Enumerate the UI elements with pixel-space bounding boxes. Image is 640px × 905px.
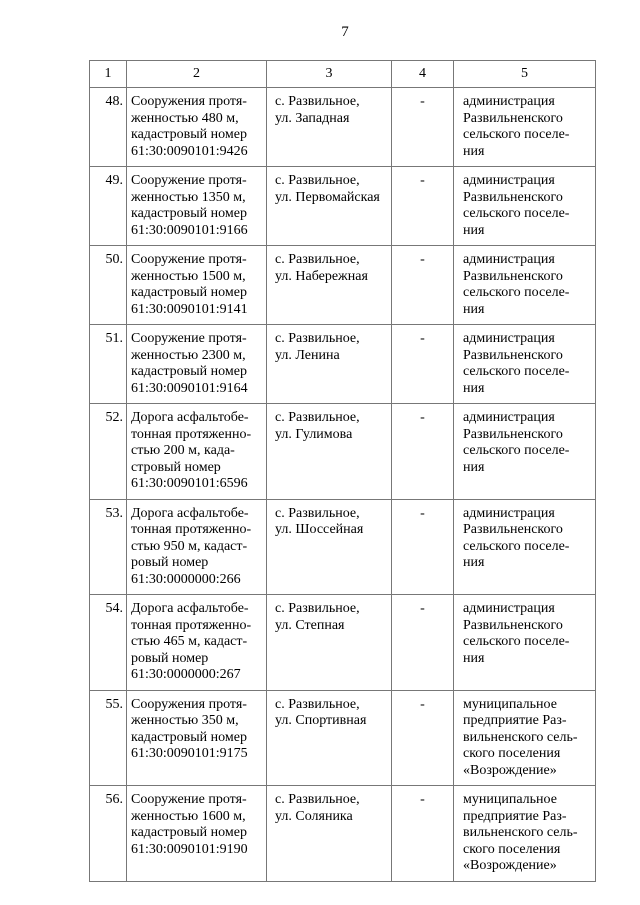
object-name-line: Дорога асфальтобе- <box>131 601 249 616</box>
holder-line: администрация <box>463 331 555 346</box>
object-name-line: женностью 2300 м, <box>131 347 246 363</box>
address-line: с. Развильное, <box>275 410 360 425</box>
table-row <box>90 88 596 167</box>
row-number: 49. <box>90 167 127 246</box>
object-name-line: женностью 350 м, <box>131 713 239 728</box>
holder-line: Развильненского <box>463 110 563 126</box>
holder-cell <box>454 88 596 167</box>
object-name-line: женностью 1600 м, <box>131 808 246 824</box>
holder-cell <box>454 690 596 786</box>
address-line: ул. Первомайская <box>275 189 380 205</box>
column-4-value: - <box>392 325 454 404</box>
holder-line: Развильненского <box>463 347 563 363</box>
holder-line: Развильненского <box>463 522 563 537</box>
address-line: с. Развильное, <box>275 696 360 712</box>
holder-cell <box>454 167 596 246</box>
address-cell <box>267 690 392 786</box>
object-name-line: Сооружение протя- <box>131 792 247 807</box>
address-line: ул. Соляника <box>275 808 353 824</box>
holder-line: ния <box>463 143 485 159</box>
table-body <box>90 88 596 882</box>
holder-line: предприятие Раз- <box>463 713 567 728</box>
holder-cell <box>454 325 596 404</box>
holder-line: ского поселения <box>463 746 561 761</box>
column-header-2: 2 <box>127 61 267 88</box>
object-name-line: ровый номер <box>131 650 209 666</box>
object-name-cell <box>127 595 267 691</box>
object-name-line: Дорога асфальтобе- <box>131 505 249 521</box>
table-row <box>90 404 596 500</box>
table-row <box>90 167 596 246</box>
object-name-cell <box>127 246 267 325</box>
holder-line: сельского поселе- <box>463 206 570 221</box>
address-cell <box>267 88 392 167</box>
holder-line: сельского поселе- <box>463 364 570 379</box>
object-name-line: кадастровый номер <box>131 729 247 745</box>
object-name-line: стровый номер <box>131 459 221 475</box>
object-name-line: 61:30:0090101:9190 <box>131 841 248 857</box>
holder-line: сельского поселе- <box>463 634 570 649</box>
table-row <box>90 246 596 325</box>
holder-line: муниципальное <box>463 696 557 712</box>
holder-line: Развильненского <box>463 189 563 205</box>
object-name-line: женностью 480 м, <box>131 110 239 126</box>
holder-line: администрация <box>463 601 555 616</box>
address-line: ул. Гулимова <box>275 426 353 442</box>
object-name-cell <box>127 786 267 882</box>
row-number: 50. <box>90 246 127 325</box>
object-name-line: кадастровый номер <box>131 364 247 379</box>
object-name-line: стью 465 м, кадаст- <box>131 634 248 649</box>
address-line: ул. Западная <box>275 110 350 126</box>
holder-line: Развильненского <box>463 426 563 442</box>
address-line: ул. Набережная <box>275 268 368 284</box>
object-name-line: Сооружение протя- <box>131 173 247 188</box>
address-line: ул. Ленина <box>275 347 340 363</box>
holder-line: Развильненского <box>463 617 563 633</box>
header-row <box>90 61 596 88</box>
holder-line: «Возрождение» <box>463 858 557 873</box>
object-name-cell <box>127 690 267 786</box>
holder-line: сельского поселе- <box>463 127 570 142</box>
object-name-line: 61:30:0090101:9166 <box>131 222 248 238</box>
table-row <box>90 499 596 595</box>
object-name-line: 61:30:0000000:266 <box>131 571 241 587</box>
object-name-line: тонная протяженно- <box>131 617 252 633</box>
address-line: ул. Спортивная <box>275 713 367 728</box>
holder-line: муниципальное <box>463 792 557 807</box>
row-number: 53. <box>90 499 127 595</box>
object-name-cell <box>127 325 267 404</box>
holder-line: ния <box>463 459 485 475</box>
column-4-value: - <box>392 595 454 691</box>
address-line: ул. Шоссейная <box>275 522 364 537</box>
address-line: с. Развильное, <box>275 792 360 807</box>
object-name-line: тонная протяженно- <box>131 522 252 537</box>
holder-line: ния <box>463 301 485 317</box>
holder-line: предприятие Раз- <box>463 808 567 824</box>
object-name-cell <box>127 88 267 167</box>
holder-line: администрация <box>463 252 555 267</box>
object-name-cell <box>127 167 267 246</box>
column-4-value: - <box>392 88 454 167</box>
holder-line: ния <box>463 650 485 666</box>
object-name-line: женностью 1500 м, <box>131 268 246 284</box>
holder-line: сельского поселе- <box>463 443 570 458</box>
column-header-1: 1 <box>90 61 127 88</box>
object-name-cell <box>127 499 267 595</box>
column-4-value: - <box>392 167 454 246</box>
holder-cell <box>454 404 596 500</box>
address-line: с. Развильное, <box>275 331 360 346</box>
holder-line: администрация <box>463 410 555 425</box>
object-name-line: 61:30:0000000:267 <box>131 667 241 682</box>
column-4-value: - <box>392 246 454 325</box>
address-cell <box>267 167 392 246</box>
address-line: с. Развильное, <box>275 94 360 109</box>
holder-line: ния <box>463 555 485 570</box>
table-row <box>90 786 596 882</box>
object-name-line: Сооружение протя- <box>131 331 247 346</box>
table-row <box>90 595 596 691</box>
object-name-line: ровый номер <box>131 555 209 570</box>
address-cell <box>267 325 392 404</box>
object-name-line: 61:30:0090101:6596 <box>131 476 248 491</box>
address-cell <box>267 595 392 691</box>
column-4-value: - <box>392 404 454 500</box>
holder-cell <box>454 595 596 691</box>
property-registry-table <box>89 60 596 882</box>
object-name-cell <box>127 404 267 500</box>
row-number: 56. <box>90 786 127 882</box>
column-header-4: 4 <box>392 61 454 88</box>
object-name-line: кадастровый номер <box>131 825 247 840</box>
page-number: 7 <box>341 24 349 40</box>
object-name-line: кадастровый номер <box>131 206 247 221</box>
table-row <box>90 690 596 786</box>
row-number: 51. <box>90 325 127 404</box>
object-name-line: Сооружения протя- <box>131 94 247 109</box>
address-line: с. Развильное, <box>275 252 360 267</box>
holder-line: администрация <box>463 94 555 109</box>
holder-line: сельского поселе- <box>463 285 570 300</box>
address-line: с. Развильное, <box>275 505 360 521</box>
column-4-value: - <box>392 690 454 786</box>
holder-cell <box>454 786 596 882</box>
address-cell <box>267 499 392 595</box>
address-cell <box>267 786 392 882</box>
address-line: с. Развильное, <box>275 173 360 188</box>
row-number: 52. <box>90 404 127 500</box>
object-name-line: кадастровый номер <box>131 285 247 300</box>
object-name-line: тонная протяженно- <box>131 426 252 442</box>
object-name-line: Сооружение протя- <box>131 252 247 267</box>
holder-cell <box>454 246 596 325</box>
holder-line: «Возрождение» <box>463 762 557 778</box>
object-name-line: 61:30:0090101:9426 <box>131 143 248 159</box>
table-row <box>90 325 596 404</box>
object-name-line: Сооружения протя- <box>131 696 247 712</box>
object-name-line: кадастровый номер <box>131 127 247 142</box>
holder-line: вильненского сель- <box>463 729 578 745</box>
address-cell <box>267 246 392 325</box>
column-header-5: 5 <box>454 61 596 88</box>
object-name-line: Дорога асфальтобе- <box>131 410 249 425</box>
object-name-line: 61:30:0090101:9164 <box>131 380 248 396</box>
holder-line: Развильненского <box>463 268 563 284</box>
address-line: ул. Степная <box>275 617 345 633</box>
holder-line: сельского поселе- <box>463 538 570 554</box>
row-number: 48. <box>90 88 127 167</box>
holder-line: администрация <box>463 505 555 521</box>
holder-line: ского поселения <box>463 841 561 857</box>
column-4-value: - <box>392 786 454 882</box>
object-name-line: 61:30:0090101:9175 <box>131 746 248 761</box>
column-header-3: 3 <box>267 61 392 88</box>
row-number: 54. <box>90 595 127 691</box>
object-name-line: женностью 1350 м, <box>131 189 246 205</box>
table-header <box>90 61 596 88</box>
holder-line: администрация <box>463 173 555 188</box>
object-name-line: 61:30:0090101:9141 <box>131 301 248 317</box>
column-4-value: - <box>392 499 454 595</box>
holder-cell <box>454 499 596 595</box>
address-line: с. Развильное, <box>275 601 360 616</box>
holder-line: ния <box>463 222 485 238</box>
address-cell <box>267 404 392 500</box>
object-name-line: стью 200 м, када- <box>131 443 235 458</box>
row-number: 55. <box>90 690 127 786</box>
holder-line: ния <box>463 380 485 396</box>
object-name-line: стью 950 м, кадаст- <box>131 538 248 554</box>
holder-line: вильненского сель- <box>463 825 578 840</box>
